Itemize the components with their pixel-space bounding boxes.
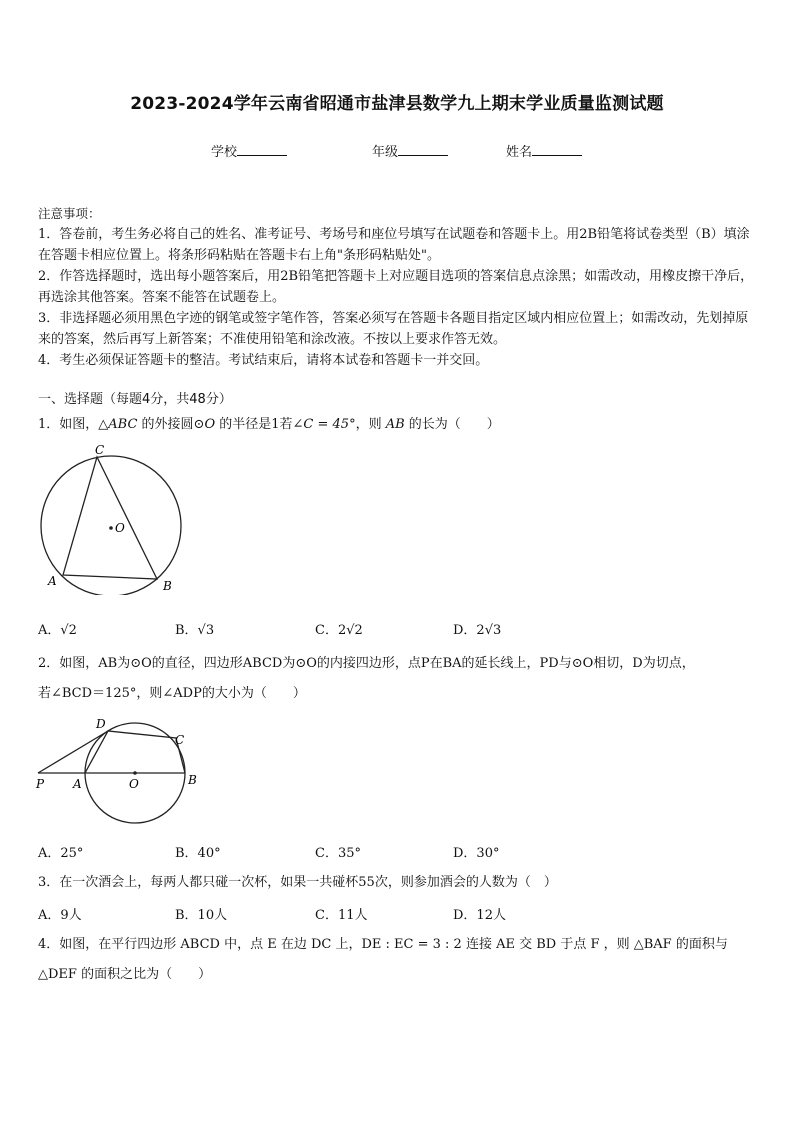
q4-line-2: △DEF 的面积之比为（ ） [38, 967, 212, 982]
q2-label-b: B [188, 773, 197, 787]
q1-center: O [204, 417, 216, 432]
q1-option-c[interactable]: C．2√2 [315, 623, 363, 638]
grade-blank[interactable] [398, 143, 448, 156]
q1-option-d[interactable]: D．2√3 [453, 623, 502, 638]
q3-options [38, 904, 738, 924]
q1-option-a[interactable]: A．√2 [38, 623, 77, 638]
question-3: 3．在一次酒会上，每两人都只碰一次杯，如果一共碰杯55次，则参加酒会的人数为（ ） [38, 875, 557, 890]
instruction-item: 1．答卷前，考生务必将自己的姓名、准考证号、考场号和座位号填写在试题卷和答题卡上。用2B铅笔将试卷类型（B）填涂在答题卡相应位置上。将条形码粘贴在答题卡右上角"条形码粘贴处"。 [38, 227, 750, 263]
q2-center-dot [133, 771, 137, 775]
question-4 [38, 930, 760, 990]
instruction-item: 4．考生必须保证答题卡的整洁。考试结束后，请将本试卷和答题卡一并交回。 [38, 353, 489, 368]
q1-angle: ∠C = 45° [292, 417, 356, 432]
q2-option-d[interactable]: D．30° [453, 846, 500, 861]
q2-option-b[interactable]: B．40° [175, 846, 221, 861]
name-blank[interactable] [532, 143, 582, 156]
q1-figure [38, 440, 188, 595]
question-1 [38, 410, 760, 440]
name-label: 姓名 [506, 145, 533, 160]
q1-circle [41, 456, 181, 595]
grade-field [372, 141, 448, 160]
section-heading: 一、选择题（每题4分，共48分） [38, 392, 232, 407]
q2-label-p: P [36, 777, 45, 791]
page-title: 2023-2024学年云南省昭通市盐津县数学九上期末学业质量监测试题 [130, 94, 664, 114]
q1-text-mid2: 的半径是1若 [215, 417, 293, 432]
q2-options [38, 842, 738, 862]
q1-option-b[interactable]: B．√3 [175, 623, 215, 638]
instructions-heading: 注意事项： [38, 206, 101, 221]
q2-option-c[interactable]: C．35° [315, 846, 361, 861]
q2-label-d: D [96, 717, 106, 731]
grade-label: 年级 [372, 145, 399, 160]
q2-line-2: 若∠BCD＝125°，则∠ADP的大小为（ ） [38, 686, 306, 701]
q1-text-pre: 1．如图， [38, 417, 99, 432]
q1-label-o: O [115, 521, 125, 535]
q1-center-dot [109, 526, 113, 530]
q1-triangle: △ABC [98, 417, 138, 432]
q1-text-mid3: ，则 [355, 417, 386, 432]
q3-option-b[interactable]: B．10人 [175, 908, 228, 923]
name-field [506, 141, 582, 160]
q1-segment: AB [385, 417, 405, 432]
q3-option-a[interactable]: A．9人 [38, 908, 82, 923]
q2-tangent-pd [38, 731, 108, 773]
q1-text-post: 的长为（ ） [404, 417, 500, 432]
q1-label-a: A [48, 574, 57, 588]
school-field [211, 141, 287, 160]
q2-figure [34, 713, 204, 825]
q1-triangle-shape [63, 457, 157, 579]
q1-label-c: C [95, 443, 105, 457]
school-label: 学校 [211, 145, 238, 160]
instruction-item: 2．作答选择题时，选出每小题答案后，用2B铅笔把答题卡上对应题目选项的答案信息点涂黑；如需改动，用橡皮擦干净后，再选涂其他答案。答案不能答在试题卷上。 [38, 269, 754, 305]
q1-label-b: B [163, 579, 172, 593]
instructions [38, 203, 760, 371]
q4-line-1: 4．如图，在平行四边形 ABCD 中，点 E 在边 DC 上，DE : EC = 3 : 2 连接 AE 交 BD 于点 F ，则 △BAF 的面积与 [38, 937, 728, 952]
q2-option-a[interactable]: A．25° [38, 846, 84, 861]
q1-text-mid1: 的外接圆⊙ [137, 417, 205, 432]
question-2 [38, 649, 760, 709]
q2-line-1: 2．如图，AB为⊙O的直径，四边形ABCD为⊙O的内接四边形，点P在BA的延长线上，PD与⊙O相切，D为切点， [38, 656, 695, 671]
q1-options [38, 619, 738, 639]
q2-label-o: O [129, 777, 139, 791]
school-blank[interactable] [237, 143, 287, 156]
q3-option-c[interactable]: C．11人 [315, 908, 368, 923]
q2-label-a: A [73, 777, 82, 791]
instruction-item: 3．非选择题必须用黑色字迹的钢笔或签字笔作答，答案必须写在答题卡各题目指定区域内相应位置上；如需改动，先划掉原来的答案，然后再写上新答案；不准使用铅笔和涂改液。不按以上要求作答无效。 [38, 311, 749, 347]
q2-label-c: C [175, 733, 185, 747]
q3-option-d[interactable]: D．12人 [453, 908, 506, 923]
